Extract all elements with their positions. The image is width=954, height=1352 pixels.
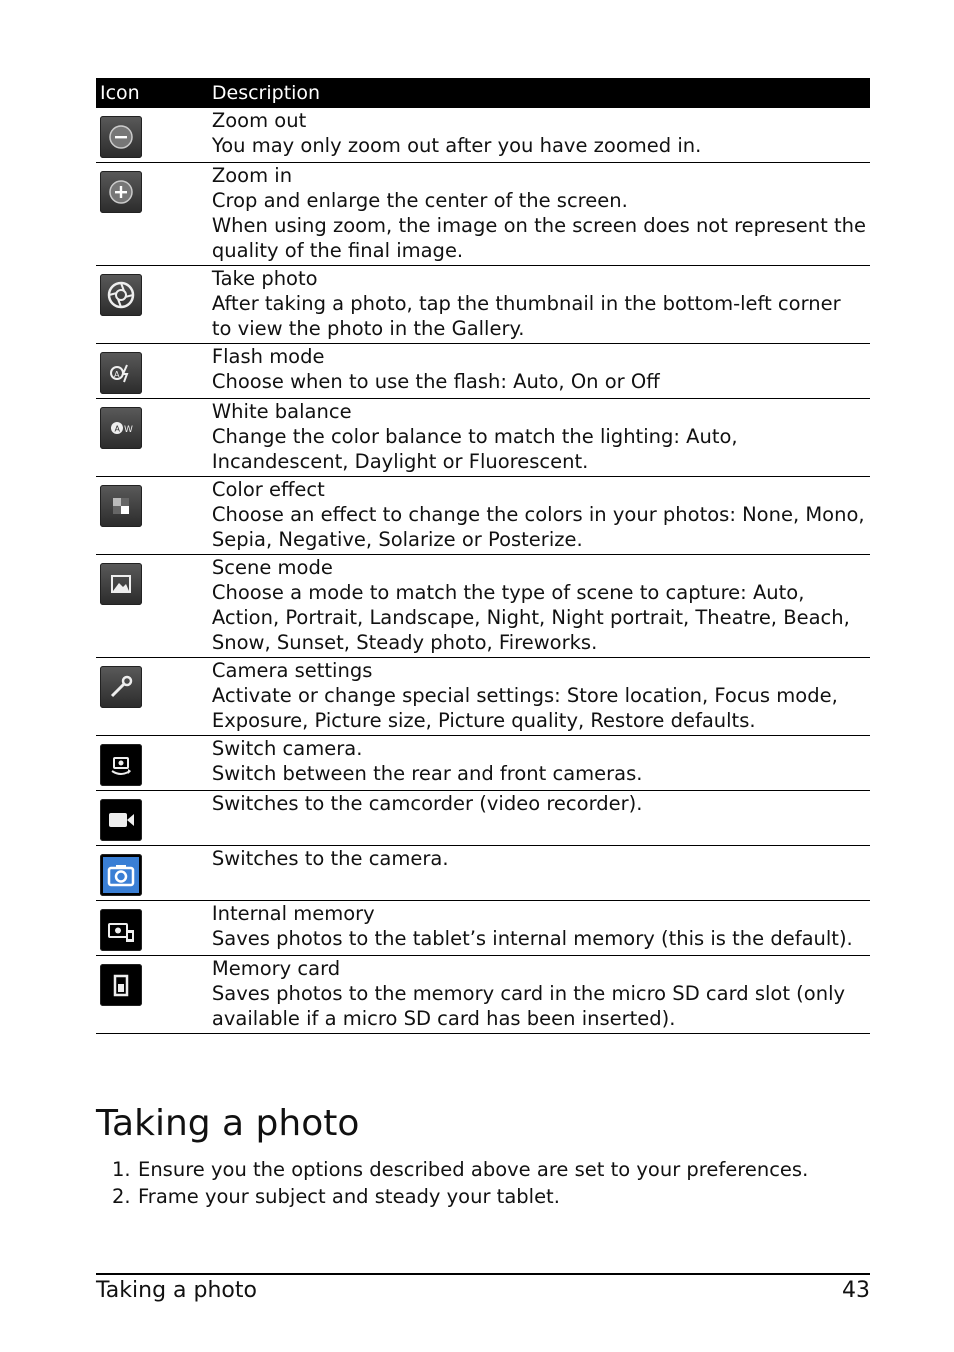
- column-header-icon: Icon: [96, 78, 208, 108]
- description-line: Switch between the rear and front cameras.: [211, 762, 643, 785]
- description-cell: [208, 658, 870, 736]
- step-text: Ensure you the options described above are set to your preferences.: [138, 1158, 809, 1181]
- description-line: Sepia, Negative, Solarize or Posterize.: [211, 528, 583, 551]
- icon-cell: [96, 344, 208, 399]
- icon-cell: [96, 791, 208, 846]
- description-line: Action, Portrait, Landscape, Night, Night portrait, Theatre, Beach,: [211, 606, 850, 629]
- description-title: Zoom in: [211, 164, 293, 187]
- flash-mode-icon: [100, 352, 142, 394]
- description-cell: [208, 108, 870, 163]
- description-cell: [208, 791, 870, 846]
- description-cell: [208, 555, 870, 658]
- description-line: Choose an effect to change the colors in your photos: None, Mono,: [211, 503, 865, 526]
- icon-cell: [96, 108, 208, 163]
- description-line: Crop and enlarge the center of the screen.: [211, 189, 628, 212]
- description-line: Change the color balance to match the lighting: Auto,: [211, 425, 738, 448]
- description-title: Switches to the camcorder (video recorder).: [211, 792, 643, 815]
- description-line: Activate or change special settings: Store location, Focus mode,: [211, 684, 838, 707]
- table-row: [96, 163, 870, 266]
- description-cell: [208, 477, 870, 555]
- icon-cell: [96, 399, 208, 477]
- table-row: [96, 266, 870, 344]
- description-cell: [208, 846, 870, 901]
- footer-section-title: Taking a photo: [96, 1278, 257, 1303]
- icon-cell: [96, 163, 208, 266]
- steps-list: [96, 1156, 808, 1210]
- wrench-icon: [100, 666, 142, 708]
- description-cell: [208, 344, 870, 399]
- table-row: [96, 736, 870, 791]
- zoom-in-icon: [100, 171, 142, 213]
- table-row: [96, 108, 870, 163]
- step-text: Frame your subject and steady your tablet.: [138, 1185, 560, 1208]
- description-line: Exposure, Picture size, Picture quality, Restore defaults.: [211, 709, 756, 732]
- description-title: Color effect: [211, 478, 325, 501]
- icon-reference-table: [96, 78, 870, 1034]
- camera-icon: [100, 854, 142, 896]
- description-line: Choose a mode to match the type of scene to capture: Auto,: [211, 581, 805, 604]
- table-row: [96, 791, 870, 846]
- spacer: [212, 816, 866, 841]
- description-title: Switch camera.: [211, 737, 363, 760]
- svg-text:W: W: [124, 425, 133, 435]
- description-title: Internal memory: [211, 902, 375, 925]
- description-title: White balance: [211, 400, 352, 423]
- memory-card-icon: [100, 964, 142, 1006]
- icon-cell: [96, 846, 208, 901]
- table-row: [96, 846, 870, 901]
- description-line: Snow, Sunset, Steady photo, Fireworks.: [211, 631, 598, 654]
- description-line: quality of the final image.: [211, 239, 464, 262]
- description-cell: [208, 956, 870, 1034]
- white-balance-icon: [100, 407, 142, 449]
- table-row: [96, 658, 870, 736]
- icon-cell: [96, 901, 208, 956]
- internal-memory-icon: [100, 909, 142, 951]
- icon-reference-table-wrap: [96, 78, 870, 1034]
- icon-cell: [96, 555, 208, 658]
- list-item: [96, 1183, 808, 1210]
- zoom-out-icon: [100, 116, 142, 158]
- description-cell: [208, 399, 870, 477]
- list-item: [96, 1156, 808, 1183]
- table-row: [96, 956, 870, 1034]
- description-line: You may only zoom out after you have zoomed in.: [211, 134, 702, 157]
- description-line: Saves photos to the memory card in the micro SD card slot (only: [211, 982, 846, 1005]
- step-number: 1.: [112, 1158, 131, 1181]
- description-cell: [208, 266, 870, 344]
- description-cell: [208, 163, 870, 266]
- description-line: After taking a photo, tap the thumbnail in the bottom-left corner: [211, 292, 841, 315]
- table-row: [96, 555, 870, 658]
- scene-mode-icon: [100, 563, 142, 605]
- section-heading: Taking a photo: [96, 1103, 360, 1144]
- camcorder-icon: [100, 799, 142, 841]
- icon-cell: [96, 956, 208, 1034]
- description-line: to view the photo in the Gallery.: [211, 317, 525, 340]
- table-row: [96, 344, 870, 399]
- icon-cell: [96, 266, 208, 344]
- table-row: [96, 399, 870, 477]
- svg-text:A: A: [114, 424, 120, 434]
- table-row: [96, 901, 870, 956]
- icon-cell: [96, 736, 208, 791]
- description-title: Zoom out: [211, 109, 307, 132]
- switch-camera-icon: [100, 744, 142, 786]
- description-cell: [208, 901, 870, 956]
- icon-cell: [96, 658, 208, 736]
- description-line: available if a micro SD card has been inserted).: [211, 1007, 676, 1030]
- column-header-description: Description: [208, 78, 870, 108]
- icon-cell: [96, 477, 208, 555]
- description-title: Scene mode: [211, 556, 333, 579]
- description-title: Memory card: [211, 957, 341, 980]
- description-line: Incandescent, Daylight or Fluorescent.: [211, 450, 589, 473]
- description-title: Flash mode: [211, 345, 325, 368]
- description-cell: [208, 736, 870, 791]
- description-line: Saves photos to the tablet’s internal memory (this is the default).: [211, 927, 853, 950]
- description-title: Camera settings: [211, 659, 373, 682]
- description-title: Switches to the camera.: [211, 847, 449, 870]
- description-title: Take photo: [211, 267, 318, 290]
- svg-text:A: A: [114, 370, 120, 379]
- shutter-icon: [100, 274, 142, 316]
- page-number: 43: [842, 1278, 870, 1303]
- table-row: [96, 477, 870, 555]
- table-header-row: [96, 78, 870, 108]
- description-line: When using zoom, the image on the screen does not represent the: [211, 214, 866, 237]
- color-effect-icon: [100, 485, 142, 527]
- description-line: Choose when to use the flash: Auto, On or Off: [211, 370, 660, 393]
- spacer: [212, 871, 866, 896]
- step-number: 2.: [112, 1185, 131, 1208]
- footer-divider: [96, 1273, 870, 1275]
